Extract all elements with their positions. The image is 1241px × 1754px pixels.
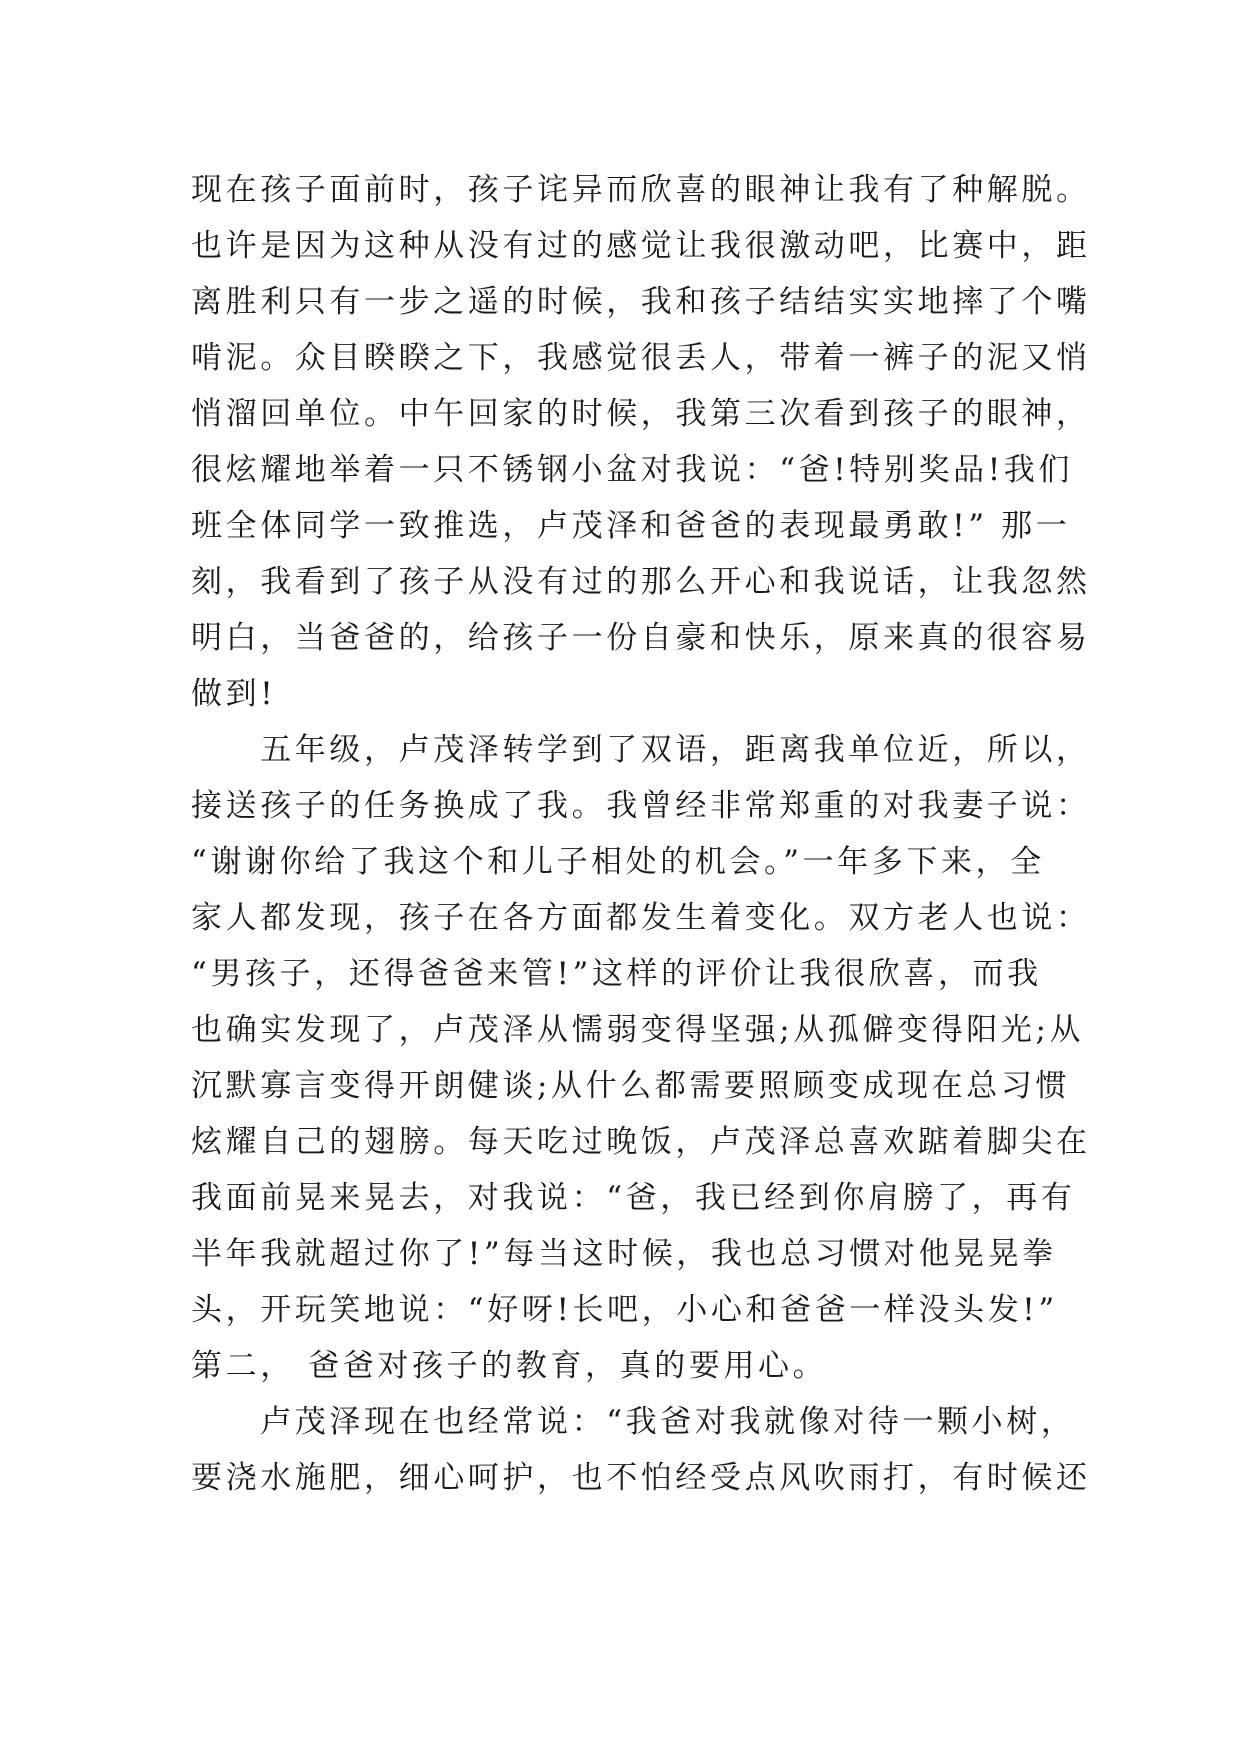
text-line: 家人都发现，孩子在各方面都发生着变化。双方老人也说： — [191, 900, 1091, 936]
text-line: 悄溜回单位。中午回家的时候，我第三次看到孩子的眼神， — [191, 396, 1091, 432]
text-line: 半年我就超过你了!”每当这时候，我也总习惯对他晃晃拳 — [191, 1236, 1057, 1272]
text-line: 刻，我看到了孩子从没有过的那么开心和我说话，让我忽然 — [191, 564, 1091, 600]
text-line: 卢茂泽现在也经常说：“我爸对我就像对待一颗小树， — [191, 1404, 1076, 1440]
text-line: 明白，当爸爸的，给孩子一份自豪和快乐，原来真的很容易 — [191, 620, 1091, 656]
text-line: 啃泥。众目睽睽之下，我感觉很丢人，带着一裤子的泥又悄 — [191, 340, 1091, 376]
text-line: 炫耀自己的翅膀。每天吃过晚饭，卢茂泽总喜欢踮着脚尖在 — [191, 1124, 1091, 1160]
text-line: 很炫耀地举着一只不锈钢小盆对我说：“爸!特别奖品!我们 — [191, 452, 1073, 488]
text-line: 离胜利只有一步之遥的时候，我和孩子结结实实地摔了个嘴 — [191, 284, 1091, 320]
section-heading-line: 第二， 爸爸对孩子的教育，真的要用心。 — [191, 1348, 828, 1384]
text-line: 五年级，卢茂泽转学到了双语，距离我单位近，所以， — [191, 732, 1091, 768]
text-line: 班全体同学一致推选，卢茂泽和爸爸的表现最勇敢!” 那一 — [191, 508, 1071, 544]
text-line: “男孩子，还得爸爸来管!”这样的评价让我很欣喜，而我 — [191, 956, 1042, 992]
text-line: 也确实发现了，卢茂泽从懦弱变得坚强;从孤僻变得阳光;从 — [191, 1012, 1085, 1048]
text-line: 头，开玩笑地说：“好呀!长吧，小心和爸爸一样没头发!” — [191, 1292, 1058, 1328]
text-line: 做到! — [191, 676, 277, 712]
text-line: 也许是因为这种从没有过的感觉让我很激动吧，比赛中，距 — [191, 228, 1091, 264]
text-line: 我面前晃来晃去，对我说：“爸，我已经到你肩膀了，再有 — [191, 1180, 1076, 1216]
text-line: “谢谢你给了我这个和儿子相处的机会。”一年多下来，全 — [191, 844, 1045, 880]
body-text — [191, 162, 1091, 1506]
text-line: 沉默寡言变得开朗健谈;从什么都需要照顾变成现在总习惯 — [191, 1068, 1071, 1104]
text-line: 要浇水施肥，细心呵护，也不怕经受点风吹雨打，有时候还 — [191, 1460, 1091, 1496]
text-line: 接送孩子的任务换成了我。我曾经非常郑重的对我妻子说： — [191, 788, 1091, 824]
text-line: 现在孩子面前时，孩子诧异而欣喜的眼神让我有了种解脱。 — [191, 172, 1091, 208]
